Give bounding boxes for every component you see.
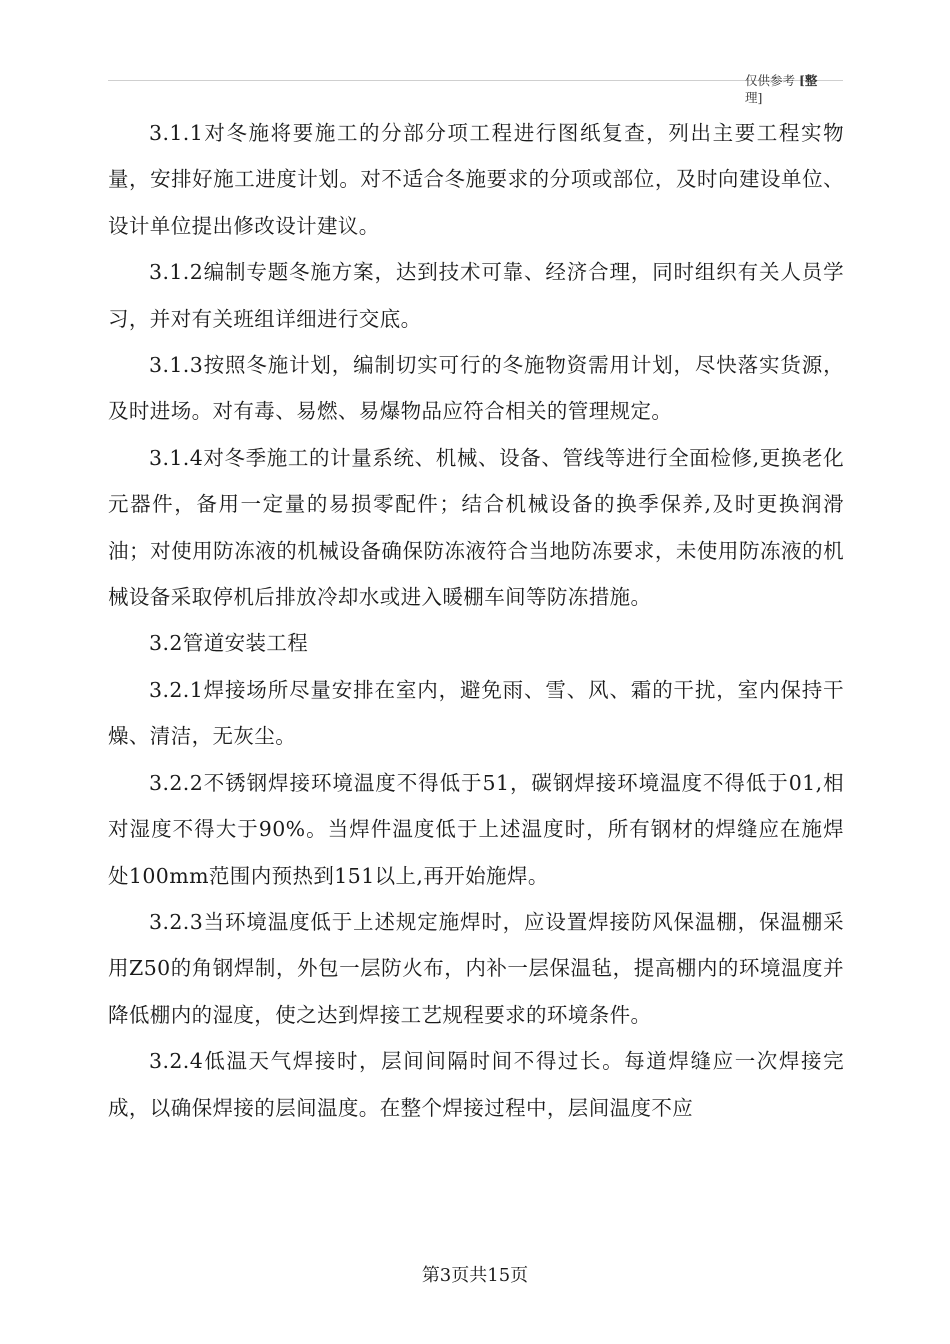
paragraph-3-2-3: 3.2.3当环境温度低于上述规定施焊时，应设置焊接防风保温棚，保温棚采用Z50的角钢焊制，外包一层防火布，内补一层保温毡，提高棚内的环境温度并降低棚内的湿度，使之达到焊接工艺规程要求的环境条件。 (108, 909, 844, 1027)
header-note (745, 72, 845, 106)
header-note-bracket: [整 (799, 73, 818, 88)
paragraph-3-1-2: 3.1.2编制专题冬施方案，达到技术可靠、经济合理，同时组织有关人员学习，并对有关班组详细进行交底。 (108, 260, 844, 331)
document-body (108, 110, 844, 1131)
paragraph-3-1-4: 3.1.4对冬季施工的计量系统、机械、设备、管线等进行全面检修,更换老化元器件，备用一定量的易损零配件；结合机械设备的换季保养,及时更换润滑油；对使用防冻液的机械设备确保防冻液符合当地防冻要求，未使用防冻液的机械设备采取停机后排放冷却水或进入暖棚车间等防冻措施。 (108, 445, 844, 610)
paragraph-3-2-2: 3.2.2不锈钢焊接环境温度不得低于51，碳钢焊接环境温度不得低于01,相对湿度不得大于90%。当焊件温度低于上述温度时，所有钢材的焊缝应在施焊处100mm范围内预热到151以上,再开始施焊。 (108, 770, 844, 888)
page-number: 第3页共15页 (421, 1265, 529, 1286)
paragraph-3-2-1: 3.2.1焊接场所尽量安排在室内，避免雨、雪、风、霜的干扰，室内保持干燥、清洁，无灰尘。 (108, 677, 844, 749)
header-note-text-cont: 理] (745, 90, 763, 105)
paragraph-3-1-3: 3.1.3按照冬施计划，编制切实可行的冬施物资需用计划，尽快落实货源，及时进场。对有毒、易燃、易爆物品应符合相关的管理规定。 (108, 353, 844, 424)
header-note-text: 仅供参考 (745, 73, 796, 88)
section-heading-3-2: 3.2管道安装工程 (149, 631, 309, 656)
paragraph-3-2-4: 3.2.4低温天气焊接时，层间间隔时间不得过长。每道焊缝应一次焊接完成，以确保焊接的层间温度。在整个焊接过程中，层间温度不应 (108, 1049, 844, 1120)
header-rule (108, 80, 843, 81)
paragraph-3-1-1: 3.1.1对冬施将要施工的分部分项工程进行图纸复查，列出主要工程实物量，安排好施工进度计划。对不适合冬施要求的分项或部位，及时向建设单位、设计单位提出修改设计建议。 (108, 121, 844, 238)
